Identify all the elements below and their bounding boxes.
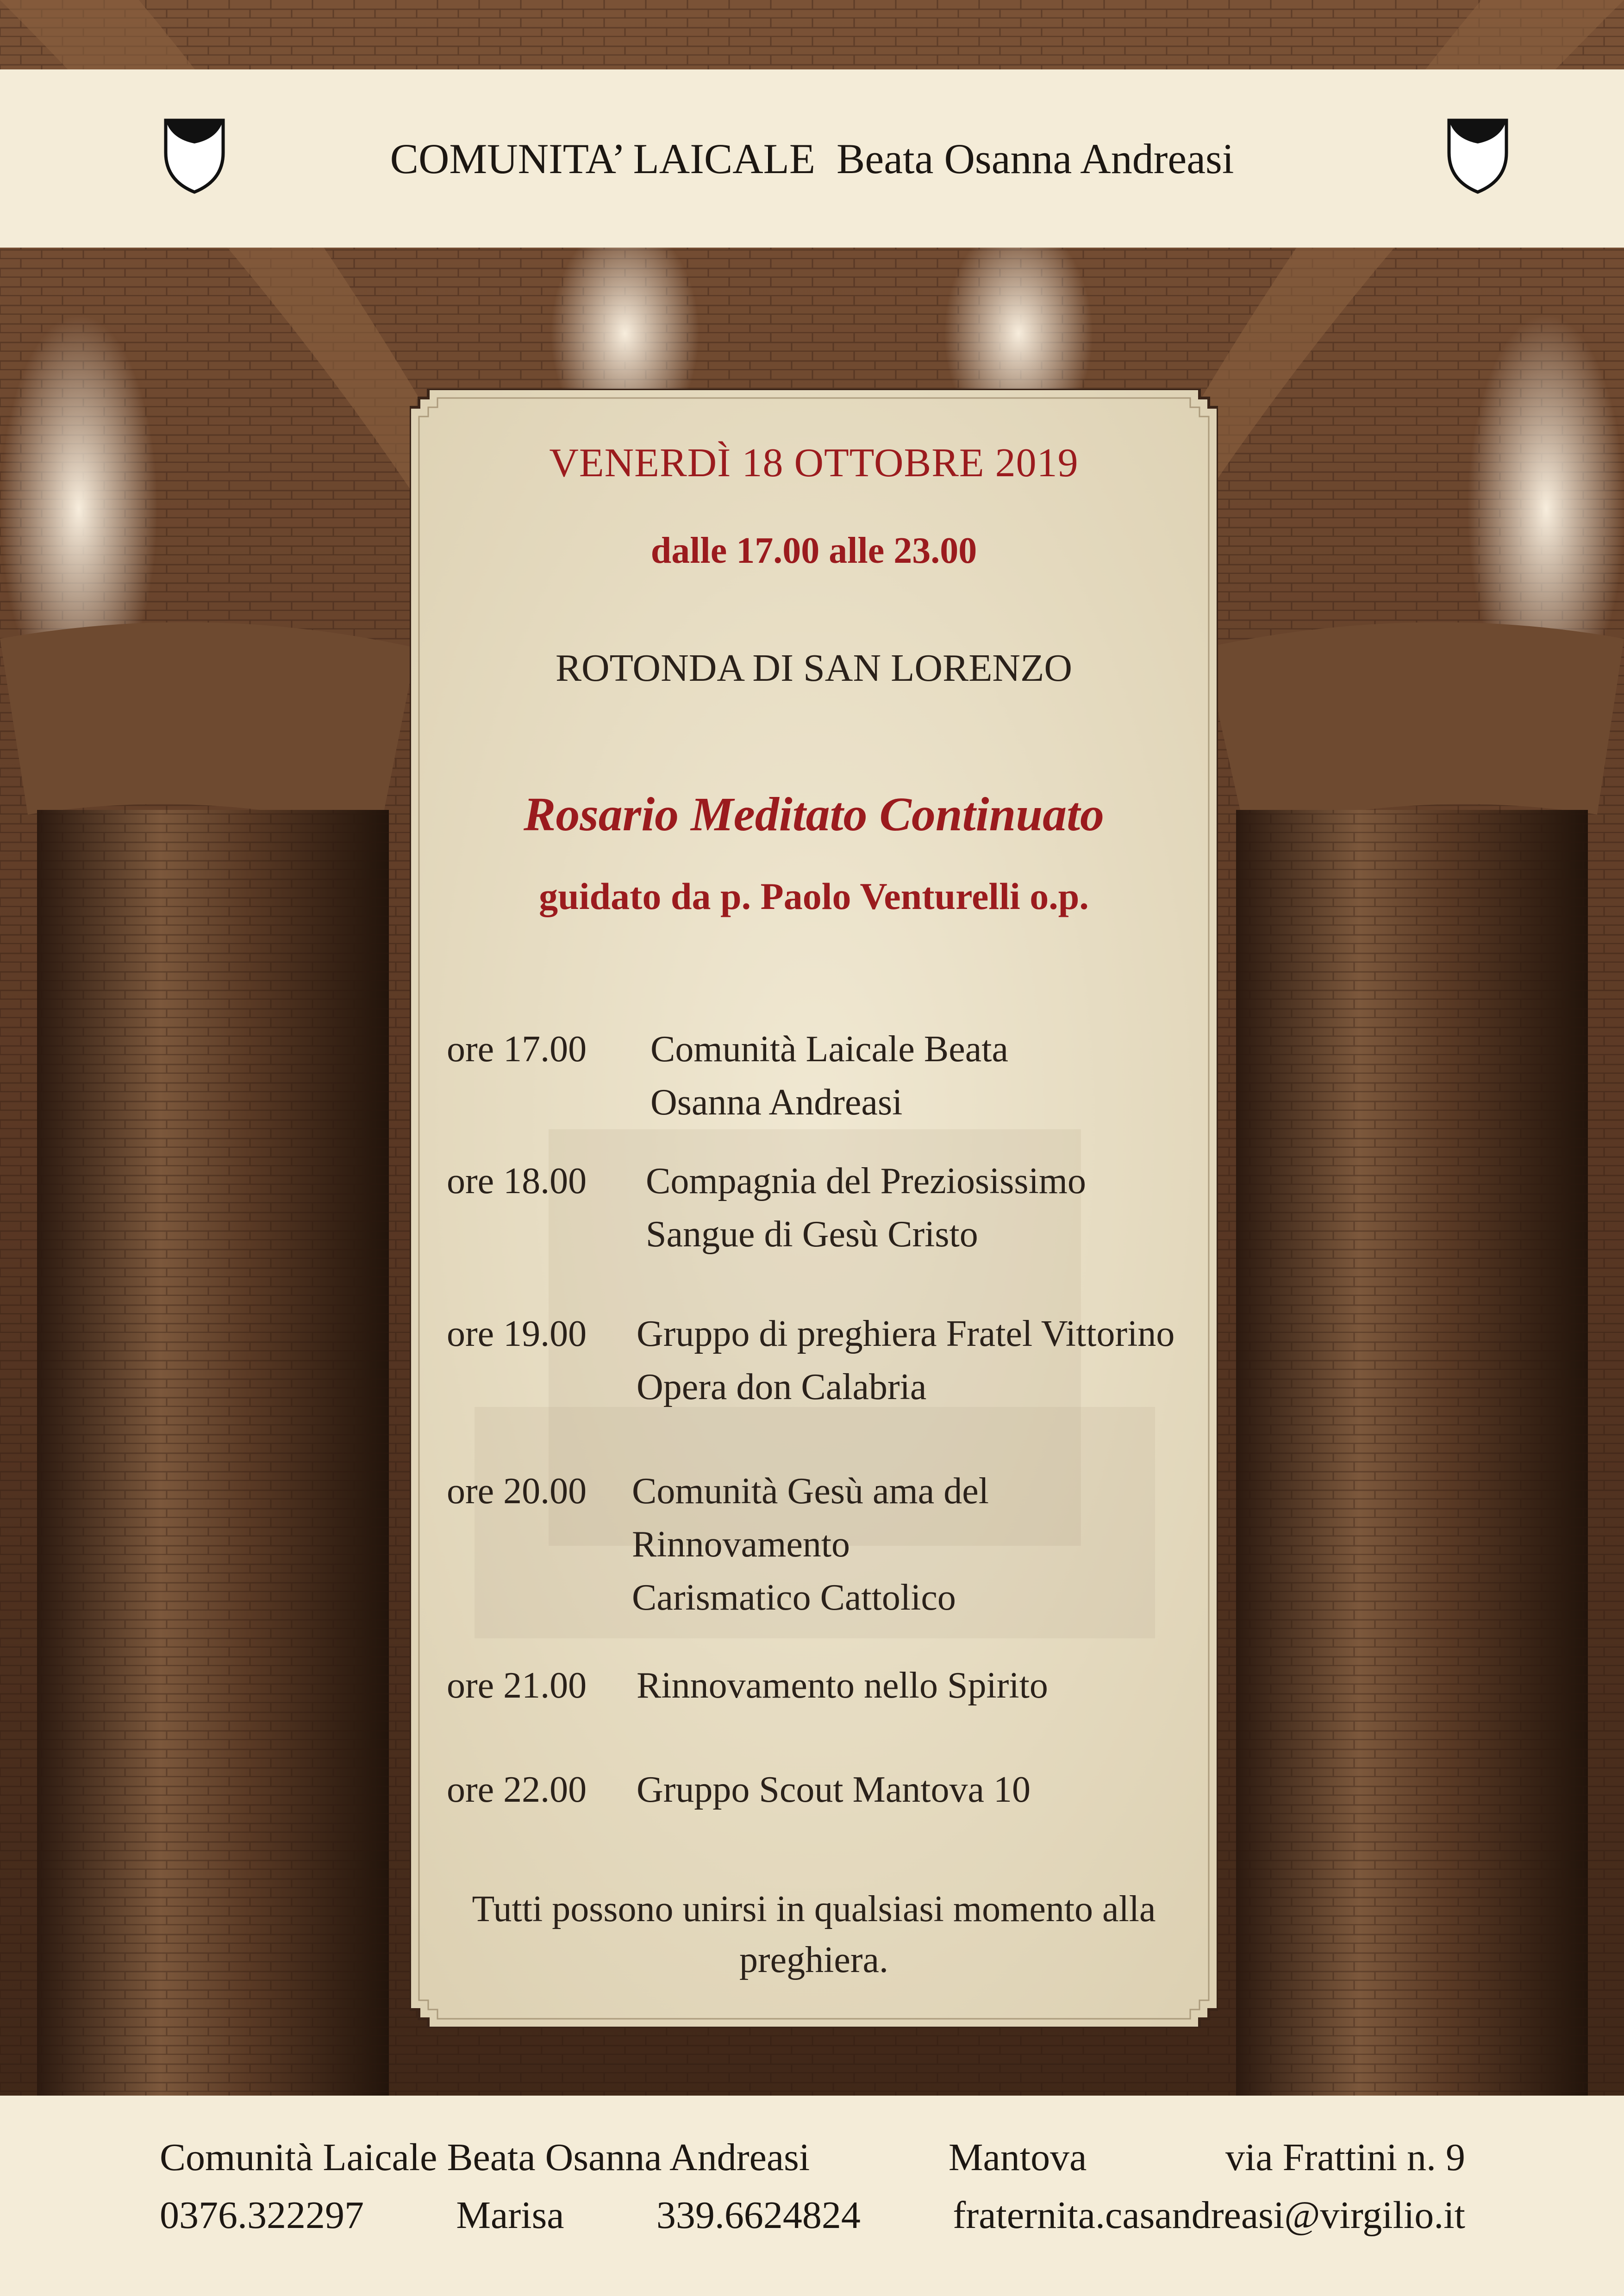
event-guide: guidato da p. Paolo Venturelli o.p. xyxy=(539,875,1089,917)
footer-address-line xyxy=(160,2135,1465,2180)
footnote: Tutti possono unirsi in qualsiasi momento alla preghiera. xyxy=(472,1889,1156,1980)
footer-phone: 0376.322297 xyxy=(160,2194,364,2237)
header-title: COMUNITA’ LAICALE Beata Osanna Andreasi xyxy=(390,135,1234,182)
event-place: ROTONDA DI SAN LORENZO xyxy=(555,647,1073,690)
footer-contact-line xyxy=(160,2193,1465,2238)
footer-contact-name: Marisa xyxy=(456,2194,564,2237)
card-content xyxy=(410,389,1218,2028)
schedule-group: Compagnia del Preziosissimo Sangue di Gesù Cristo xyxy=(646,1161,1087,1255)
event-title: Rosario Meditato Continuato xyxy=(523,788,1105,841)
schedule-hour: ore 22.00 xyxy=(447,1769,587,1810)
schedule-group: Gruppo di preghiera Fratel Vittorino Opera don Calabria xyxy=(637,1313,1175,1407)
schedule-group: Rinnovamento nello Spirito xyxy=(637,1665,1048,1706)
schedule-hour: ore 18.00 xyxy=(447,1161,587,1201)
footer-mobile: 339.6624824 xyxy=(656,2194,861,2237)
schedule-hour: ore 19.00 xyxy=(447,1313,587,1354)
shield-icon xyxy=(1445,116,1510,194)
schedule-group: Comunità Gesù ama del Rinnovamento Carismatico Cattolico xyxy=(632,1471,989,1618)
footer-org: Comunità Laicale Beata Osanna Andreasi xyxy=(160,2136,810,2179)
event-date: VENERDÌ 18 OTTOBRE 2019 xyxy=(549,441,1079,485)
footer-band xyxy=(0,2096,1624,2296)
header-band xyxy=(0,69,1624,248)
schedule-hour: ore 21.00 xyxy=(447,1665,587,1706)
footer-address: via Frattini n. 9 xyxy=(1225,2136,1465,2179)
footer-email[interactable]: fraternita.casandreasi@virgilio.it xyxy=(953,2194,1465,2237)
schedule-group: Comunità Laicale Beata Osanna Andreasi xyxy=(650,1029,1009,1123)
event-time: dalle 17.00 alle 23.00 xyxy=(650,530,977,571)
footer-city: Mantova xyxy=(948,2136,1087,2179)
event-card xyxy=(410,389,1218,2028)
schedule-group: Gruppo Scout Mantova 10 xyxy=(637,1769,1031,1810)
schedule-hour: ore 17.00 xyxy=(447,1029,587,1070)
schedule-hour: ore 20.00 xyxy=(447,1471,587,1512)
